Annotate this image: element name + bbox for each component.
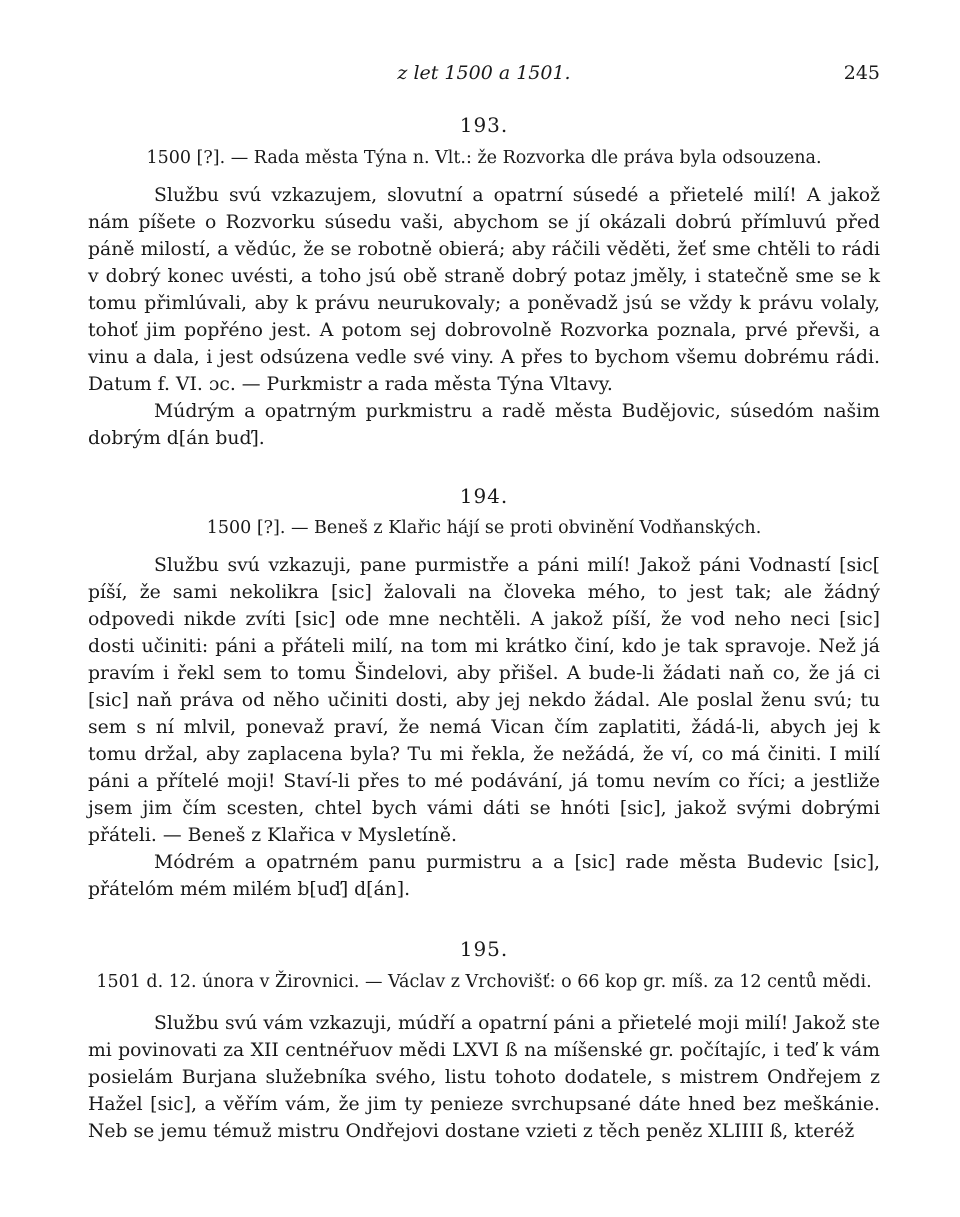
document-body <box>88 1010 880 1145</box>
address-paragraph: Módrém a opatrném panu purmistru a a [sic] rade města Budevic [sic], přátelóm mém milém b[uď] d[án]. <box>88 852 880 900</box>
document-heading: 1501 d. 12. února v Žirovnici. — Václav z Vrchovišť: o 66 kop gr. míš. za 12 centů mědi. <box>96 972 872 992</box>
paragraph: Službu svú vzkazujem, slovutní a opatrní súsedé a přietelé milí! A jakož nám píšete o Rozvorku súsedu vaši, abychom se jí okázali dobrú přímluvú před páně milostí, a vědúc, že se robotně obierá; aby ráčili věděti, žeť sme chtěli to rádi v dobrý konec uvésti, a toho jsú obě straně dobrý potaz jměly, i statečně sme se k tomu přimlúvali, aby k právu neurukovaly; a poněvadž jsú se vždy k právu volaly, tohoť jim popřéno jest. A potom sej dobrovolně Rozvorka poznala, prvé převši, a vinu a dala, i jest odsúzena vedle své viny. A přes to bychom všemu dobrému rádi. Datum f. VI. ɔc. — Purkmistr a rada města Týna Vltavy. <box>88 185 880 395</box>
document-number: 194. <box>459 484 509 508</box>
document-heading: 1500 [?]. — Rada města Týna n. Vlt.: že Rozvorka dle práva byla odsouzena. <box>146 148 822 168</box>
paragraph: Službu svú vám vzkazuji, múdří a opatrní páni a přietelé moji milí! Jakož ste mi povinovati za XII centnéřuov mědi LXVI ß na míšenské gr. počítajíc, i teď k vám posielám Burjana služebníka svého, listu tohoto dodatele, s mistrem Ondřejem z Hažel [sic], a věřím vám, že jim ty penieze svrchupsané dáte hned bez meškánie. Neb se jemu témuž mistru Ondřejovi dostane vzieti z těch peněz XLIIII ß, kteréž <box>88 1013 880 1142</box>
document-number: 193. <box>459 113 509 137</box>
running-head-title: z let 1500 a 1501. <box>397 62 571 84</box>
document-body <box>88 552 880 903</box>
document-heading: 1500 [?]. — Beneš z Klařic hájí se proti obvinění Vodňanských. <box>206 518 762 538</box>
paragraph: Službu svú vzkazuji, pane purmistře a páni milí! Jakož páni Vodnastí [sic[ píší, že sami nekolikra [sic] žalovali na človeka mého, to jest tak; ale žádný odpovedi nikde zvíti [sic] ode mne nechtěli. A jakož píší, že vod neho neci [sic] dosti učiniti: páni a přáteli milí, na tom mi krátko činí, kdo je tak spravoje. Než já pravím i řekl sem to tomu Šindelovi, aby přišel. A bude-li žádati naň co, že já ci [sic] naň práva od něho učiniti dosti, aby jej nekdo žádal. Ale poslal ženu svú; tu sem s ní mlvil, ponevaž praví, že nemá Vican čím zaplatiti, žádá-li, abych jej k tomu držal, aby zaplacena byla? Tu mi řekla, že nežádá, že ví, co má činiti. I milí páni a přítelé moji! Staví-li přes to mé podávání, já tomu nevím co říci; a jestliže jsem jim čím scesten, chtel bych vámi dáti se hnóti [sic], jakož svými dobrými přáteli. — Beneš z Klařica v Mysletíně. <box>88 555 880 846</box>
address-paragraph: Múdrým a opatrným purkmistru a radě města Budějovic, súsedóm našim dobrým d[án buď]. <box>88 401 880 449</box>
document-body <box>88 182 880 452</box>
running-head <box>88 62 880 90</box>
page-number: 245 <box>843 62 880 84</box>
document-number: 195. <box>459 937 509 961</box>
